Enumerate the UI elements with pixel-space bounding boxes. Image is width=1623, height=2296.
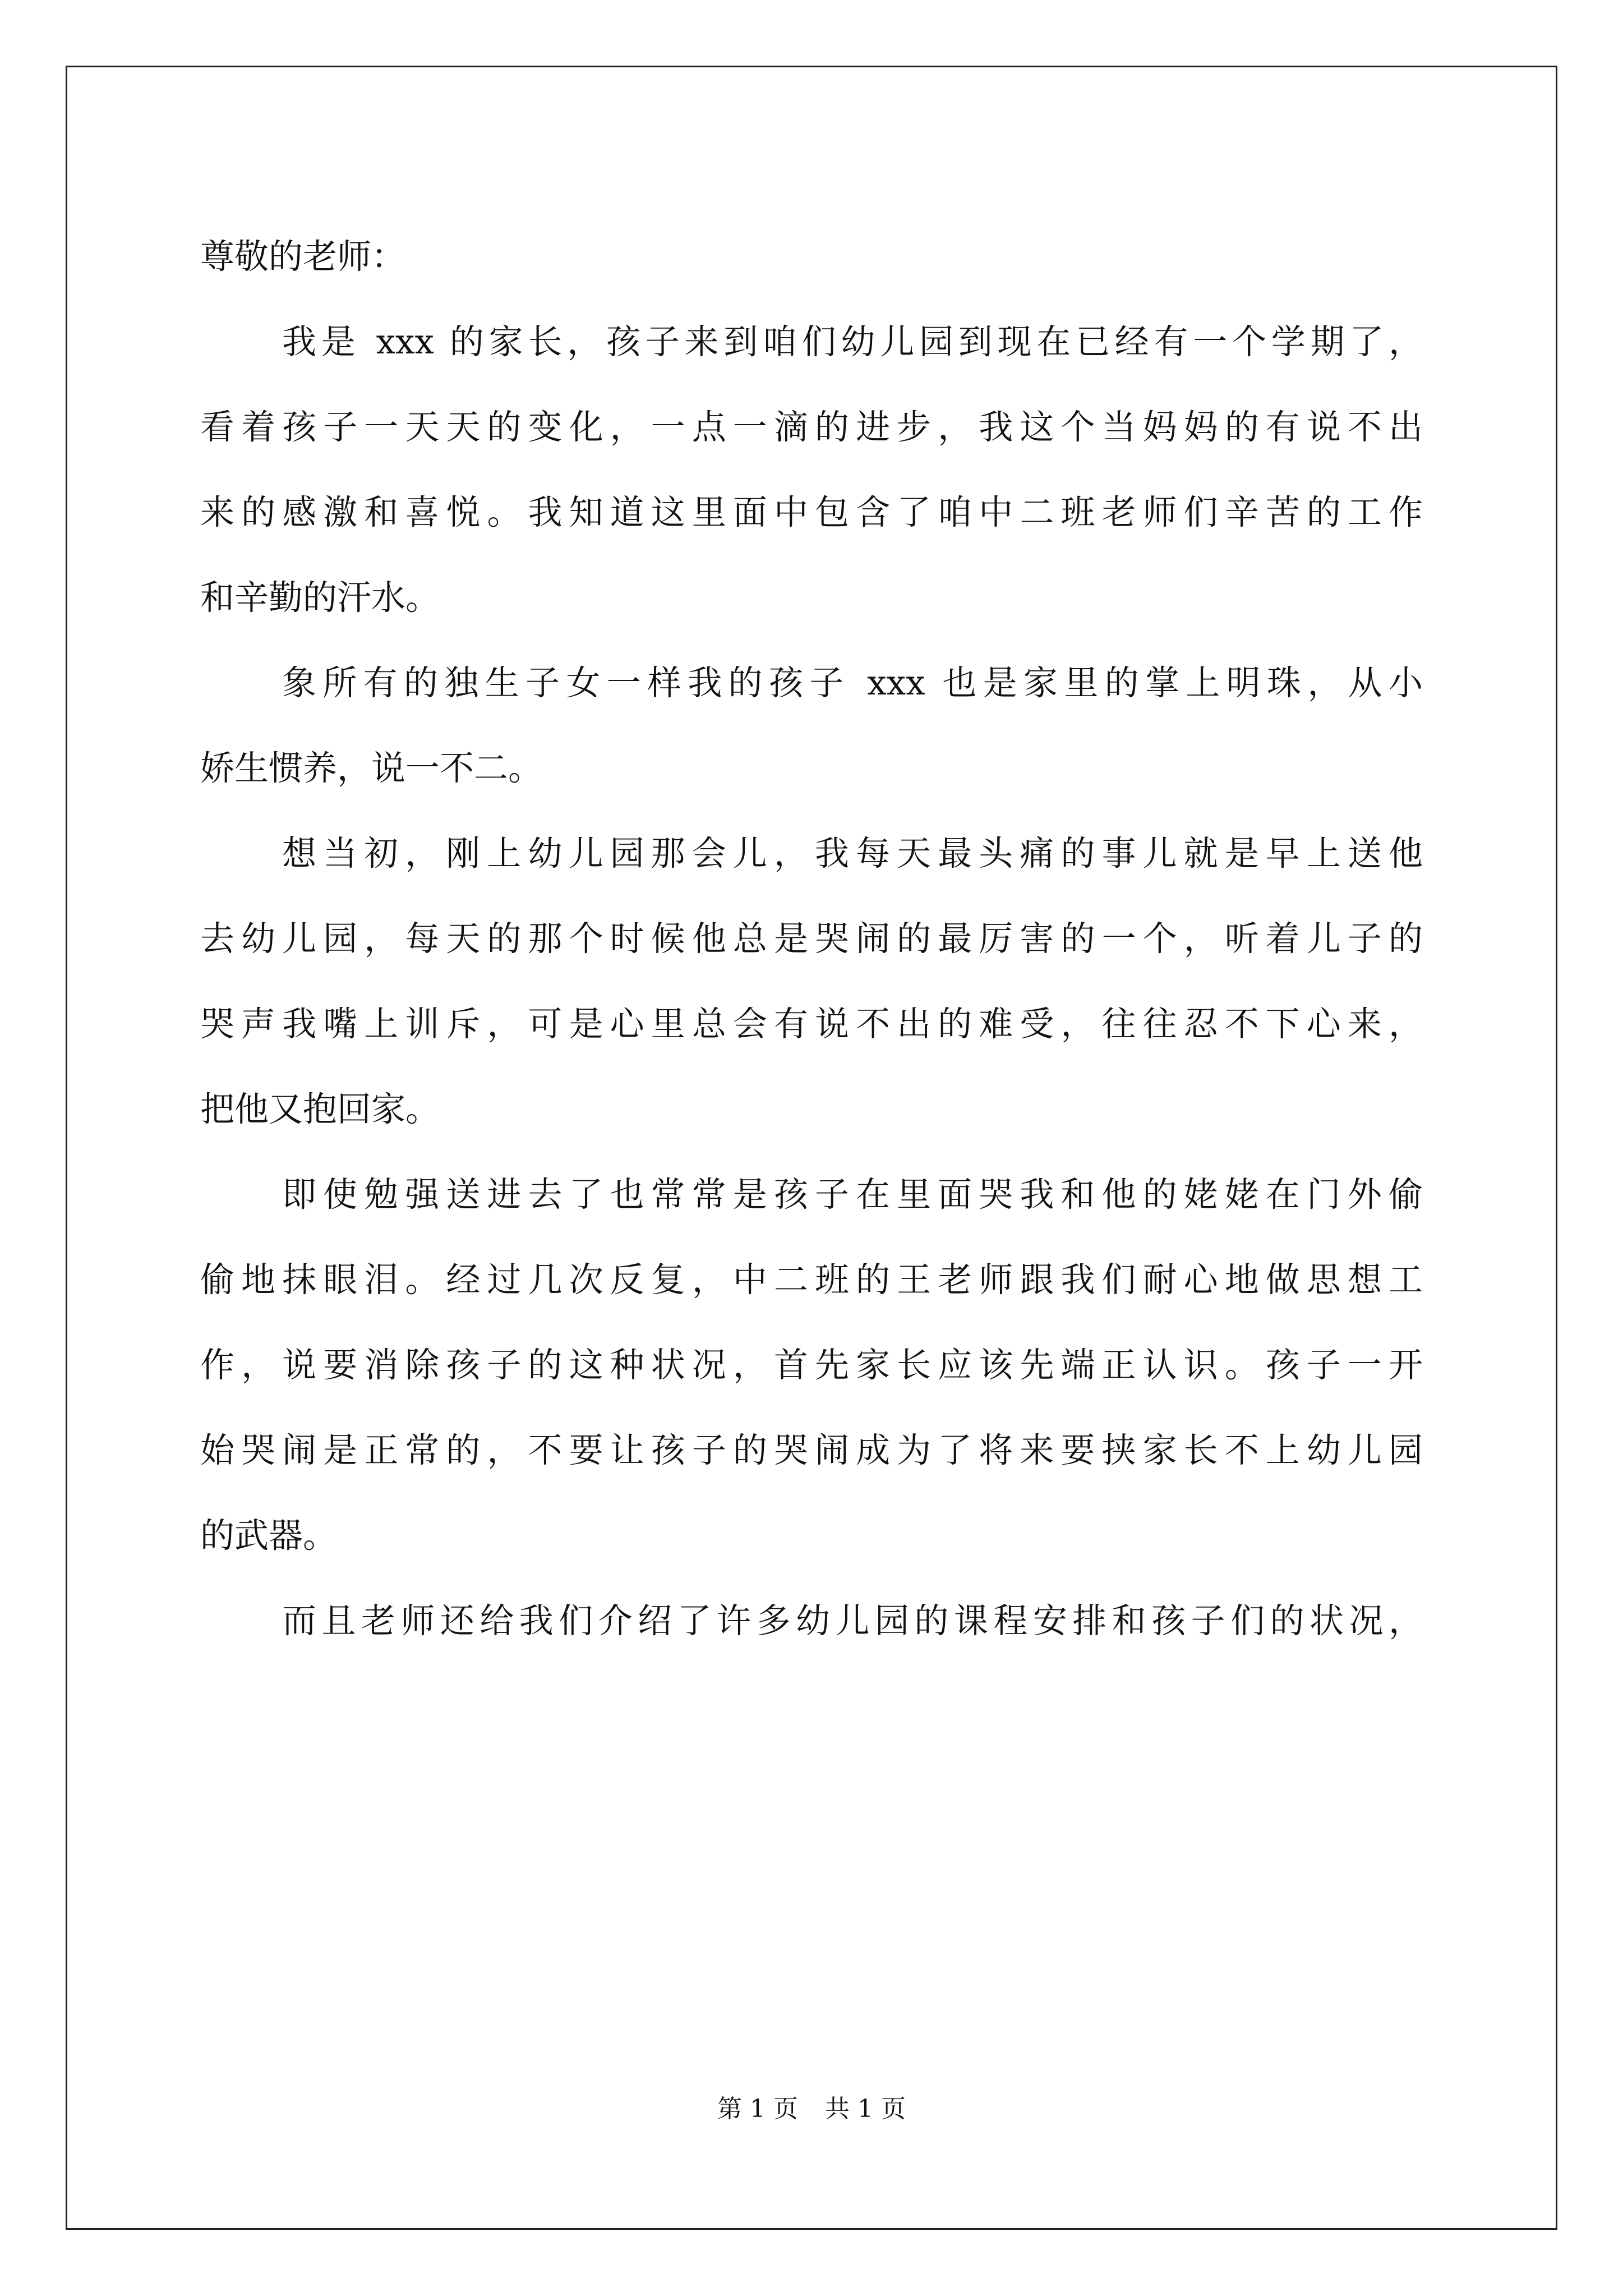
text-line: 哭声我嘴上训斥，可是心里总会有说不出的难受，往往忍不下心来， [200, 1004, 1423, 1044]
letter-body [200, 214, 1423, 1664]
text-line: 去幼儿园，每天的那个时候他总是哭闹的最厉害的一个，听着儿子的 [200, 919, 1423, 959]
paragraph-5 [200, 1579, 1423, 1664]
page-footer [0, 2092, 1623, 2126]
text-line: 作，说要消除孩子的这种状况，首先家长应该先端正认识。孩子一开 [200, 1345, 1423, 1385]
text-line: 看着孩子一天天的变化，一点一滴的进步，我这个当妈妈的有说不出 [200, 407, 1423, 447]
text-line: 把他又抱回家。 [200, 1089, 440, 1129]
paragraph-1 [200, 300, 1423, 641]
text-line: 偷地抹眼泪。经过几次反复，中二班的王老师跟我们耐心地做思想工 [200, 1260, 1423, 1300]
paragraph-3 [200, 811, 1423, 1152]
text-line: 的武器。 [200, 1516, 338, 1556]
paragraph-4 [200, 1152, 1423, 1579]
text-line: 想当初，刚上幼儿园那会儿，我每天最头痛的事儿就是早上送他 [282, 834, 1423, 873]
text-line: 和辛勤的汗水。 [200, 578, 440, 618]
page-number: 第 1 页 [717, 2095, 798, 2123]
text-line: 即使勉强送进去了也常常是孩子在里面哭我和他的姥姥在门外偷 [282, 1175, 1423, 1214]
paragraph-2 [200, 641, 1423, 811]
text-line: 娇生惯养，说一不二。 [200, 748, 543, 788]
page-count: 共 1 页 [825, 2095, 906, 2123]
text-line: 来的感激和喜悦。我知道这里面中包含了咱中二班老师们辛苦的工作 [200, 493, 1423, 532]
text-line: 而且老师还给我们介绍了许多幼儿园的课程安排和孩子们的状况， [282, 1601, 1423, 1641]
text-line: 象所有的独生子女一样我的孩子 xxx 也是家里的掌上明珠，从小 [282, 663, 1423, 703]
text-line: 我是 xxx 的家长，孩子来到咱们幼儿园到现在已经有一个学期了， [282, 322, 1423, 362]
salutation: 尊敬的老师： [200, 237, 406, 277]
text-line: 始哭闹是正常的，不要让孩子的哭闹成为了将来要挟家长不上幼儿园 [200, 1430, 1423, 1470]
